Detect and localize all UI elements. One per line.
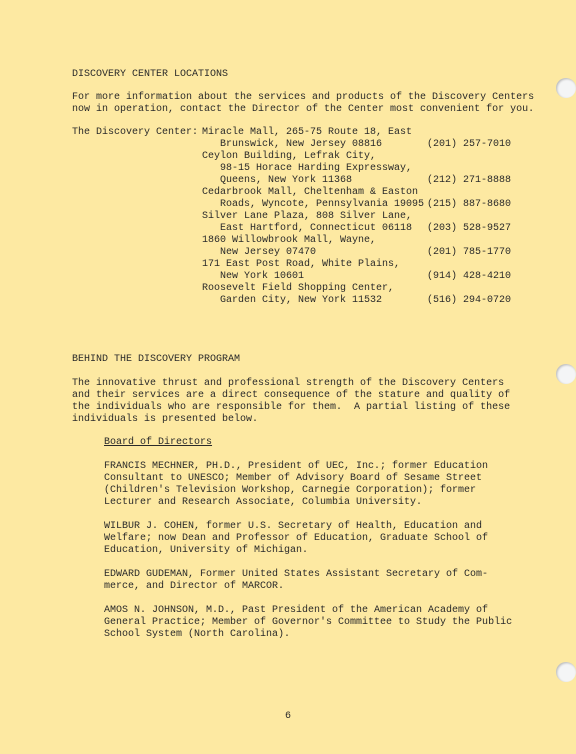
- location-line: Brunswick, New Jersey 08816: [220, 139, 383, 150]
- location-phone: (201) 257-7010: [427, 139, 512, 150]
- location-phone: (203) 528-9527: [427, 223, 512, 234]
- discovery-center-label: The Discovery Center:: [72, 127, 199, 138]
- member-line: AMOS N. JOHNSON, M.D., Past President of the American Academy of: [104, 605, 489, 616]
- binder-hole-bottom: [556, 662, 576, 682]
- location-line: Silver Lane Plaza, 808 Silver Lane,: [202, 211, 413, 222]
- location-phone: (215) 887-8680: [427, 199, 512, 210]
- member-line: Consultant to UNESCO; Member of Advisory Board of Sesame Street: [104, 473, 483, 484]
- board-heading: Board of Directors: [104, 437, 213, 448]
- location-line: 1860 Willowbrook Mall, Wayne,: [202, 235, 377, 246]
- program-para-line: individuals is presented below.: [72, 414, 259, 425]
- location-line: Ceylon Building, Lefrak City,: [202, 151, 377, 162]
- member-line: FRANCIS MECHNER, PH.D., President of UEC, Inc.; former Education: [104, 461, 489, 472]
- location-line: Miracle Mall, 265-75 Route 18, East: [202, 127, 413, 138]
- locations-intro-line-2: now in operation, contact the Director of the Center most convenient for you.: [72, 104, 535, 115]
- location-line: Garden City, New York 11532: [220, 295, 383, 306]
- member-line: WILBUR J. COHEN, former U.S. Secretary of Health, Education and: [104, 521, 483, 532]
- location-line: East Hartford, Connecticut 06118: [220, 223, 413, 234]
- program-para-line: The innovative thrust and professional strength of the Discovery Centers: [72, 378, 505, 389]
- locations-heading: DISCOVERY CENTER LOCATIONS: [72, 69, 229, 80]
- location-phone: (516) 294-0720: [427, 295, 512, 306]
- binder-hole-middle: [556, 364, 576, 384]
- member-line: (Children's Television Workshop, Carnegie Corporation); former: [104, 485, 477, 496]
- member-line: Lecturer and Research Associate, Columbia University.: [104, 497, 423, 508]
- location-line: New Jersey 07470: [220, 247, 317, 258]
- program-para-line: the individuals who are responsible for them. A partial listing of these: [72, 402, 511, 413]
- location-line: Queens, New York 11368: [220, 175, 353, 186]
- member-line: Welfare; now Dean and Professor of Education, Graduate School of: [104, 533, 489, 544]
- program-para-line: and their services are a direct consequence of the stature and quality of: [72, 390, 511, 401]
- member-line: Education, University of Michigan.: [104, 545, 309, 556]
- location-phone: (914) 428-4210: [427, 271, 512, 282]
- binder-hole-top: [556, 78, 576, 98]
- location-phone: (212) 271-8888: [427, 175, 512, 186]
- page-number: 6: [285, 711, 292, 722]
- location-line: Cedarbrook Mall, Cheltenham & Easton: [202, 187, 419, 198]
- member-line: General Practice; Member of Governor's Committee to Study the Public: [104, 617, 513, 628]
- location-line: Roosevelt Field Shopping Center,: [202, 283, 395, 294]
- locations-intro-line-1: For more information about the services and products of the Discovery Centers: [72, 92, 535, 103]
- location-phone: (201) 785-1770: [427, 247, 512, 258]
- member-line: School System (North Carolina).: [104, 629, 291, 640]
- location-line: Roads, Wyncote, Pennsylvania 19095: [220, 199, 425, 210]
- location-line: 171 East Post Road, White Plains,: [202, 259, 401, 270]
- program-heading: BEHIND THE DISCOVERY PROGRAM: [72, 354, 241, 365]
- member-line: merce, and Director of MARCOR.: [104, 581, 285, 592]
- member-line: EDWARD GUDEMAN, Former United States Assistant Secretary of Com-: [104, 569, 489, 580]
- location-line: New York 10601: [220, 271, 305, 282]
- location-line: 98-15 Horace Harding Expressway,: [220, 163, 413, 174]
